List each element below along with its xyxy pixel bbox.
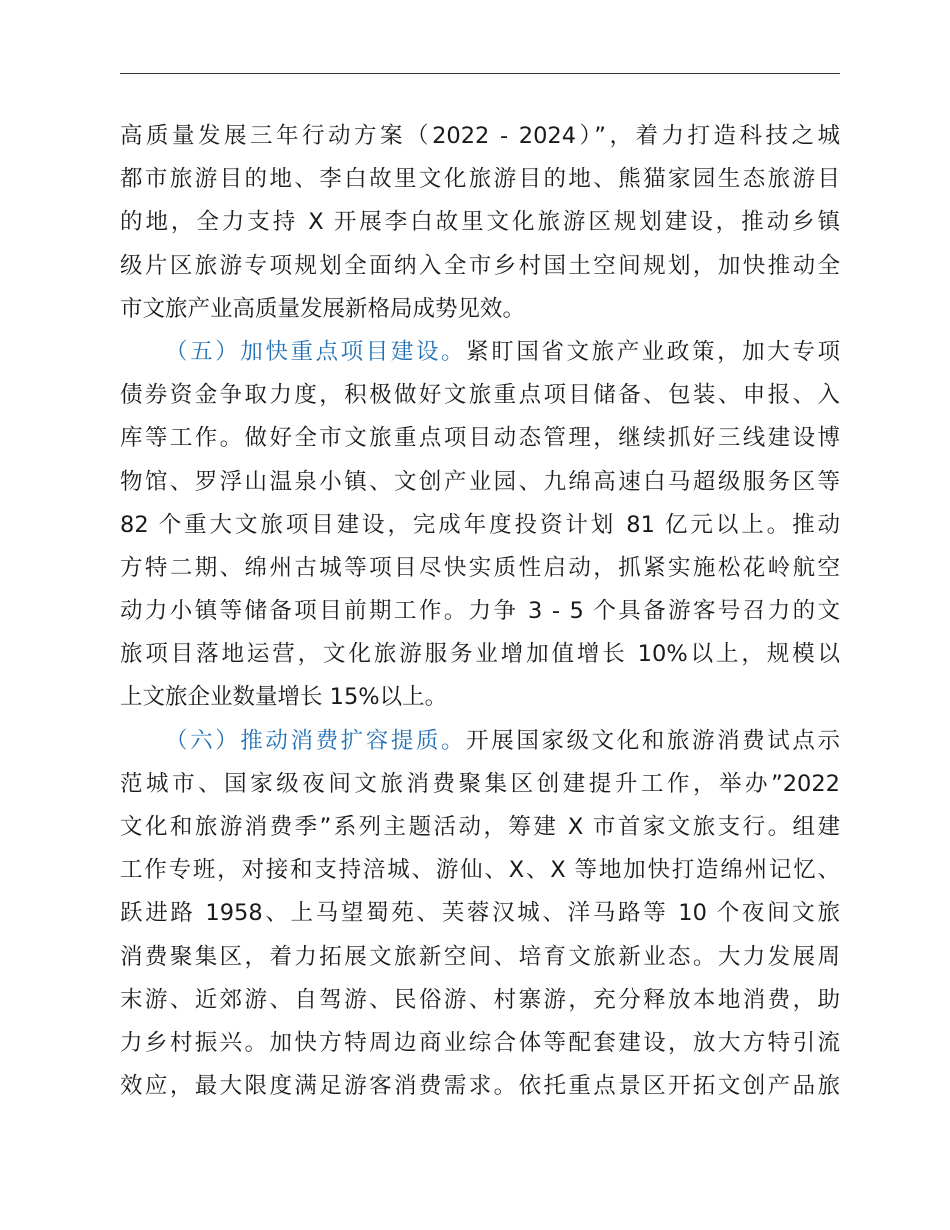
text-line: 上文旅企业数量增长 15%以上。	[120, 684, 448, 711]
text-line: 效应，最大限度满足游客消费需求。依托重点景区开拓文创产品旅	[120, 1073, 840, 1100]
text-line: 市文旅产业高质量发展新格局成势见效。	[120, 295, 526, 322]
text-line: 文化和旅游消费季”系列主题活动，筹建 X 市首家文旅支行。组建	[120, 814, 840, 840]
text-line: 力乡村振兴。加快方特周边商业综合体等配套建设，放大方特引流	[120, 1029, 840, 1056]
section-6-heading: （六）推动消费扩容提质。	[165, 727, 467, 754]
text-line: 末游、近郊游、自驾游、民俗游、村寨游，充分释放本地消费，助	[120, 986, 840, 1013]
section-6-first-line-text: 开展国家级文化和旅游消费试点示	[466, 727, 840, 754]
text-line: 动力小镇等储备项目前期工作。力争 3 - 5 个具备游客号召力的文	[120, 598, 840, 625]
section-5-first-line	[120, 331, 840, 374]
text-line: 高质量发展三年行动方案（2022 - 2024）”，着力打造科技之城	[120, 123, 840, 149]
section-6-first-line	[120, 720, 840, 763]
text-line: 工作专班，对接和支持涪城、游仙、X、X 等地加快打造绵州记忆、	[120, 857, 840, 884]
text-line: 旅项目落地运营，文化旅游服务业增加值增长 10%以上，规模以	[120, 641, 840, 668]
text-line: 82 个重大文旅项目建设，完成年度投资计划 81 亿元以上。推动	[120, 511, 840, 538]
text-line: 库等工作。做好全市文旅重点项目动态管理，继续抓好三线建设博	[120, 425, 840, 452]
text-line: 级片区旅游专项规划全面纳入全市乡村国土空间规划，加快推动全	[120, 252, 840, 279]
section-5-heading: （五）加快重点项目建设。	[165, 338, 467, 365]
text-line: 的地，全力支持 X 开展李白故里文化旅游区规划建设，推动乡镇	[120, 209, 840, 236]
header-rule	[120, 73, 840, 74]
text-line: 债券资金争取力度，积极做好文旅重点项目储备、包装、申报、入	[120, 382, 840, 409]
text-line: 方特二期、绵州古城等项目尽快实质性启动，抓紧实施松花岭航空	[120, 554, 840, 581]
text-line: 范城市、国家级夜间文旅消费聚集区创建提升工作，举办”2022	[120, 770, 840, 797]
text-line: 物馆、罗浮山温泉小镇、文创产业园、九绵高速白马超级服务区等	[120, 468, 840, 495]
document-body	[120, 115, 840, 1108]
text-line: 都市旅游目的地、李白故里文化旅游目的地、熊猫家园生态旅游目	[120, 166, 840, 193]
section-5-first-line-text: 紧盯国省文旅产业政策，加大专项	[466, 338, 840, 365]
text-line: 消费聚集区，着力拓展文旅新空间、培育文旅新业态。大力发展周	[120, 943, 840, 970]
text-line: 跃进路 1958、上马望蜀苑、芙蓉汉城、洋马路等 10 个夜间文旅	[120, 900, 840, 927]
